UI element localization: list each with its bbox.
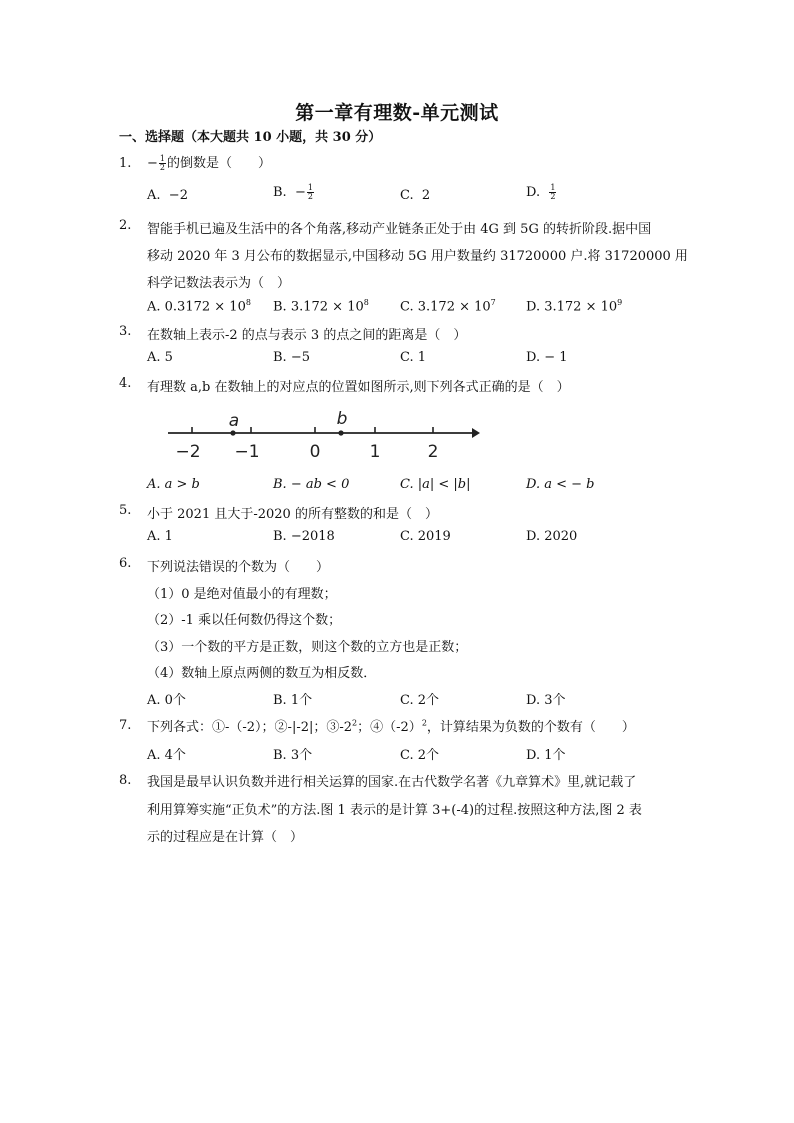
q1-frac-num: 1	[159, 154, 165, 163]
q1-d-num: 1	[550, 183, 556, 192]
q1-fraction	[159, 155, 166, 172]
q1-option-c	[400, 188, 430, 203]
q1-c-value: 2	[421, 188, 431, 203]
question-3-number: 3.	[119, 324, 132, 339]
point-b-dot	[338, 430, 343, 435]
q7-text-post: ，计算结果为负数的个数有（ ）	[426, 720, 635, 735]
question-1-number: 1.	[119, 156, 132, 171]
q6-option-d: D. 3个	[526, 693, 566, 708]
q1-d-den: 2	[550, 192, 556, 201]
q7-option-a: A. 4个	[147, 748, 186, 763]
q1-b-sign: −	[294, 185, 306, 200]
q2-option-a	[147, 298, 251, 314]
q1-b-den: 2	[307, 192, 313, 201]
q2-d-text: D. 3.172 × 10	[526, 299, 618, 315]
q3-option-d: D. − 1	[526, 350, 568, 365]
q1-a-value: −2	[168, 188, 188, 203]
page-title: 第一章有理数-单元测试	[295, 102, 499, 124]
number-line-arrow	[472, 428, 480, 438]
q6-statement-3: （3）一个数的平方是正数，则这个数的立方也是正数；	[147, 640, 468, 655]
question-3-text: 在数轴上表示-2 的点与表示 3 的点之间的距离是（ ）	[147, 328, 467, 343]
q2-option-c	[400, 298, 496, 314]
q1-b-fraction	[307, 184, 314, 201]
q4-option-b: B. − ab < 0	[273, 477, 350, 492]
q5-option-c: C. 2019	[400, 529, 451, 544]
q6-statement-1: （1）0 是绝对值最小的有理数；	[147, 587, 337, 602]
point-a-label: a	[228, 411, 240, 431]
q2-b-exp: 8	[363, 298, 369, 307]
point-b-label: b	[336, 409, 348, 429]
q4-option-d: D. a < − b	[526, 477, 595, 492]
q3-option-c: C. 1	[400, 350, 427, 365]
q1-c-label: C.	[400, 188, 414, 203]
q6-option-b: B. 1个	[273, 693, 313, 708]
q2-line-2: 移动 2020 年 3 月公布的数据显示,中国移动 5G 用户数量约 31720000 户.将 31720000 用	[147, 249, 688, 264]
question-4-number: 4.	[119, 376, 132, 391]
q2-d-exp: 9	[617, 298, 623, 307]
q2-option-b	[273, 298, 369, 314]
q1-d-label: D.	[526, 185, 541, 200]
q8-line-1: 我国是最早认识负数并进行相关运算的国家.在古代数学名著《九章算术》里,就记载了	[147, 775, 637, 790]
q2-a-exp: 8	[245, 298, 251, 307]
tick-label-0: 0	[309, 442, 321, 462]
question-6-text: 下列说法错误的个数为（ ）	[147, 560, 330, 575]
q3-option-a: A. 5	[147, 350, 173, 365]
q5-option-d: D. 2020	[526, 529, 578, 544]
q8-line-2: 利用算筹实施“正负术”的方法.图 1 表示的是计算 3+(-4)的过程.按照这种方法,图 2 表	[147, 803, 642, 818]
q8-line-3: 示的过程应是在计算（ ）	[147, 830, 304, 845]
question-7-text	[147, 716, 635, 735]
q2-a-text: A. 0.3172 × 10	[147, 299, 246, 315]
q2-c-exp: 7	[490, 298, 496, 307]
q6-statement-4: （4）数轴上原点两侧的数互为相反数．	[147, 666, 377, 681]
question-1-text	[147, 152, 271, 172]
q1-b-num: 1	[307, 183, 313, 192]
q4-option-a: A. a > b	[147, 477, 200, 492]
q4-option-c: C. |a| < |b|	[400, 477, 471, 492]
q1-option-b	[273, 184, 315, 201]
question-5-text: 小于 2021 且大于-2020 的所有整数的和是（ ）	[147, 507, 438, 522]
q7-option-d: D. 1个	[526, 748, 566, 763]
question-8-number: 8.	[119, 773, 132, 788]
tick-label-1: 1	[369, 442, 381, 462]
q2-line-3: 科学记数法表示为（ ）	[147, 276, 291, 291]
q2-b-text: B. 3.172 × 10	[273, 299, 364, 315]
q2-c-text: C. 3.172 × 10	[400, 299, 491, 315]
q1-sign: −	[147, 156, 158, 171]
q6-statement-2: （2）-1 乘以任何数仍得这个数；	[147, 613, 342, 628]
q1-d-fraction	[549, 184, 556, 201]
q1-stem: 的倒数是（ ）	[167, 156, 272, 171]
q1-b-label: B.	[273, 185, 287, 200]
q5-option-a: A. 1	[147, 529, 173, 544]
q2-line-1: 智能手机已遍及生活中的各个角落,移动产业链条正处于由 4G 到 5G 的转折阶段.据中国	[147, 222, 652, 237]
q1-option-a	[147, 188, 188, 203]
q6-option-a: A. 0个	[147, 693, 186, 708]
q7-text-mid: ；④（-2）	[357, 720, 422, 735]
tick-label-2: 2	[427, 442, 439, 462]
q6-option-c: C. 2个	[400, 693, 440, 708]
q2-option-d	[526, 298, 622, 314]
question-7-number: 7.	[119, 718, 132, 733]
question-2-number: 2.	[119, 218, 132, 233]
point-a-dot	[230, 430, 235, 435]
question-4-text: 有理数 a,b 在数轴上的对应点的位置如图所示,则下列各式正确的是（ ）	[147, 380, 570, 395]
q7-option-b: B. 3个	[273, 748, 313, 763]
q7-exponent-2: 2	[421, 718, 427, 728]
tick-label-minus-2: −2	[175, 442, 201, 462]
q1-option-d	[526, 184, 557, 201]
q7-text-pre: 下列各式：①-（-2）；②-|-2|；③-2	[147, 720, 353, 735]
section-heading: 一、选择题（本大题共 10 小题，共 30 分）	[119, 130, 382, 145]
q1-frac-den: 2	[159, 163, 165, 172]
q7-exponent-1: 2	[352, 718, 358, 728]
question-5-number: 5.	[119, 503, 132, 518]
tick-label-minus-1: −1	[234, 442, 260, 462]
q7-option-c: C. 2个	[400, 748, 440, 763]
q5-option-b: B. −2018	[273, 529, 335, 544]
q3-option-b: B. −5	[273, 350, 310, 365]
q1-a-label: A.	[147, 188, 161, 203]
question-6-number: 6.	[119, 556, 132, 571]
number-line-figure	[160, 406, 480, 464]
